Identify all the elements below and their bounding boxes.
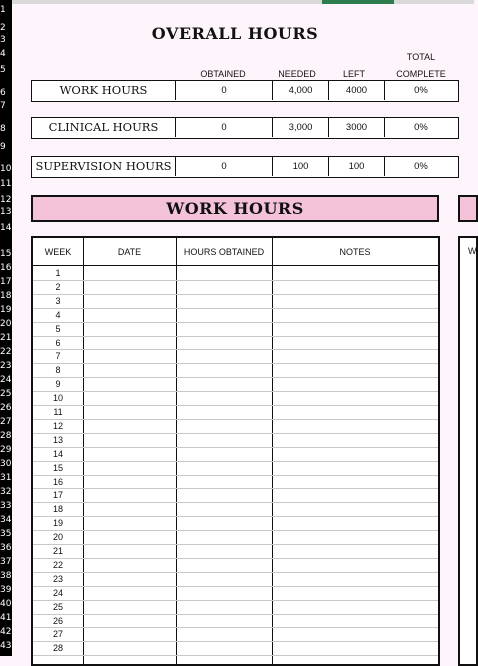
row-gridline [33,516,438,517]
row-gridline [33,349,438,350]
work-hours-table[interactable] [31,236,440,666]
row-number[interactable]: 40 [0,599,12,609]
next-table-col-initial: W [468,246,477,256]
row-number[interactable]: 2 [0,23,6,33]
needed-header: NEEDED [278,69,316,79]
week-number-cell[interactable]: 7 [55,351,61,362]
week-number-cell[interactable]: 5 [55,323,61,334]
week-number-cell[interactable]: 9 [55,379,61,390]
row-number[interactable]: 43 [0,641,12,651]
left-cell[interactable]: 4000 [328,81,384,100]
week-number-cell[interactable]: 26 [52,615,63,626]
week-number-cell[interactable]: 23 [52,573,63,584]
obtained-cell[interactable]: 0 [175,118,272,137]
row-number[interactable]: 7 [0,101,6,111]
row-number[interactable]: 18 [0,291,12,301]
week-number-cell[interactable]: 11 [53,407,63,417]
row-number[interactable]: 34 [0,515,12,525]
row-number[interactable]: 12 [0,195,12,205]
row-gridline [33,461,438,462]
row-number[interactable]: 41 [0,613,12,623]
summary-label: SUPERVISION HOURS [35,159,172,173]
obtained-cell[interactable]: 0 [175,157,272,176]
week-number-cell[interactable]: 24 [52,587,63,598]
row-number[interactable]: 14 [0,223,12,233]
row-gridline [33,488,438,489]
row-gridline [33,641,438,642]
row-number[interactable]: 8 [0,124,6,134]
row-gridline [33,627,438,628]
week-number-cell[interactable]: 19 [52,518,63,529]
row-number[interactable]: 28 [0,431,12,441]
needed-cell[interactable]: 4,000 [272,81,328,100]
week-number-cell[interactable]: 14 [52,448,63,459]
row-number[interactable]: 25 [0,389,12,399]
date-column-header: DATE [117,247,142,257]
week-number-cell[interactable]: 1 [55,268,61,278]
row-number[interactable]: 17 [0,277,12,287]
row-gridline [33,572,438,573]
row-number[interactable]: 5 [0,65,6,75]
row-number[interactable]: 11 [0,179,12,189]
row-number[interactable]: 32 [0,487,12,497]
complete-cell[interactable]: 0% [384,157,457,176]
complete-cell[interactable]: 0% [384,81,457,100]
row-gridline [33,308,438,309]
row-number[interactable]: 15 [0,249,12,259]
week-column-header: WEEK [44,247,72,257]
row-gridline [33,363,438,364]
summary-label: CLINICAL HOURS [48,120,159,134]
row-number[interactable]: 10 [0,164,12,174]
week-number-cell[interactable]: 6 [55,337,61,348]
summary-label: WORK HOURS [59,83,148,97]
row-gridline [33,530,438,531]
row-gridline [33,377,438,378]
week-number-cell[interactable]: 18 [52,504,63,515]
column-header-bar [12,0,474,4]
summary-row-supervision[interactable] [31,156,459,178]
next-table-partial[interactable] [458,236,478,666]
obtained-header: OBTAINED [200,69,246,79]
week-number-cell[interactable]: 15 [52,462,63,473]
row-gridline [33,322,438,323]
week-number-cell[interactable]: 13 [52,434,63,445]
row-number[interactable]: 20 [0,319,12,329]
row-number[interactable]: 38 [0,571,12,581]
summary-row-clinical[interactable] [31,117,459,139]
week-number-cell[interactable]: 4 [55,309,61,320]
overall-hours-title: OVERALL HOURS [151,24,319,43]
row-number[interactable]: 19 [0,305,12,315]
obtained-cell[interactable]: 0 [175,81,272,100]
row-number[interactable]: 13 [0,207,12,217]
row-number[interactable]: 22 [0,347,12,357]
week-number-cell[interactable]: 22 [52,559,63,570]
row-number[interactable]: 35 [0,529,12,539]
row-gridline [33,433,438,434]
row-number[interactable]: 39 [0,585,12,595]
row-number[interactable]: 6 [0,88,6,98]
row-number[interactable]: 26 [0,403,12,413]
summary-row-work[interactable] [31,80,459,102]
next-section-banner [458,195,478,222]
row-gridline [33,447,438,448]
row-gridline [33,558,438,559]
week-number-cell[interactable]: 2 [55,281,61,292]
week-number-cell[interactable]: 27 [52,629,63,640]
hours-column-header: HOURS OBTAINED [183,247,265,257]
row-gridline [33,405,438,406]
row-number[interactable]: 3 [0,35,6,45]
header-divider [33,265,438,266]
row-gridline [33,280,438,281]
row-number-gutter[interactable] [0,0,12,656]
left-cell[interactable]: 3000 [328,118,384,137]
work-hours-banner: WORK HOURS [31,195,439,222]
complete-cell[interactable]: 0% [384,118,457,137]
row-gridline [33,336,438,337]
row-number[interactable]: 1 [0,5,6,15]
row-gridline [33,544,438,545]
needed-cell[interactable]: 3,000 [272,118,328,137]
row-number[interactable]: 23 [0,361,12,371]
week-number-cell[interactable]: 25 [52,601,63,612]
week-number-cell[interactable]: 8 [55,365,61,376]
row-number[interactable]: 21 [0,333,12,343]
row-number[interactable]: 27 [0,417,12,427]
row-gridline [33,502,438,503]
selected-column-indicator [322,0,394,4]
notes-column-header: NOTES [339,247,371,257]
row-gridline [33,391,438,392]
week-number-cell[interactable]: 16 [52,476,63,487]
row-number[interactable]: 30 [0,459,12,469]
week-number-cell[interactable]: 28 [52,643,63,654]
row-number[interactable]: 24 [0,375,12,385]
row-number[interactable]: 42 [0,627,12,637]
week-number-cell[interactable]: 21 [52,546,63,556]
left-cell[interactable]: 100 [328,157,384,176]
total-header-bottom: COMPLETE [396,69,446,79]
week-number-cell[interactable]: 10 [52,393,63,404]
row-gridline [33,614,438,615]
total-header-top: TOTAL [406,52,436,62]
row-number[interactable]: 9 [0,142,6,152]
week-number-cell[interactable]: 20 [52,532,63,543]
week-number-cell[interactable]: 17 [52,490,63,501]
row-gridline [33,475,438,476]
row-gridline [33,294,438,295]
row-number[interactable]: 31 [0,473,12,483]
row-gridline [33,655,438,656]
row-gridline [33,586,438,587]
left-header: LEFT [342,69,365,79]
week-number-cell[interactable]: 3 [55,295,61,306]
row-number[interactable]: 37 [0,557,12,567]
row-number[interactable]: 33 [0,501,12,511]
row-gridline [33,600,438,601]
row-number[interactable]: 36 [0,543,12,553]
row-number[interactable]: 4 [0,49,6,59]
row-number[interactable]: 29 [0,445,12,455]
row-number[interactable]: 16 [0,263,12,273]
row-gridline [33,419,438,420]
week-number-cell[interactable]: 12 [52,420,63,431]
needed-cell[interactable]: 100 [272,157,328,176]
